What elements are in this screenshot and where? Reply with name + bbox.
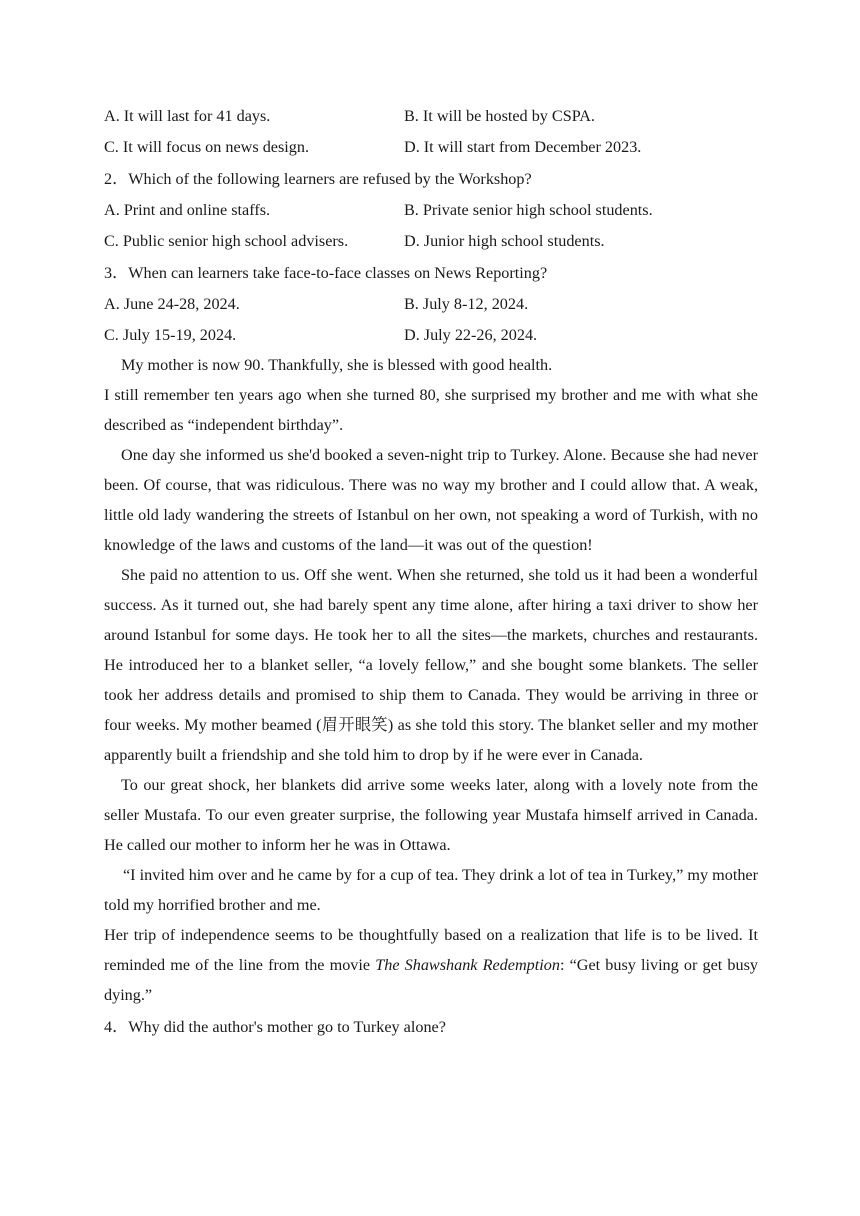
question-2-stem: 2．Which of the following learners are refused by the Workshop? [104,170,532,188]
passage-paragraph-3: One day she informed us she'd booked a seven-night trip to Turkey. Alone. Because she had never been. Of course, that was ridiculous. There was no way my brother and I could allow that. A weak, little old lady wandering the streets of Istanbul on her own, not speaking a word of Turkish, with no knowledge of the laws and customs of the land—it was out of the question! [104,446,758,554]
question-3-option-c: C. July 15-19, 2024. [104,326,237,344]
passage-paragraph-7-text-before: Her trip of independence seems to be thoughtfully based on a realization that life is to be lived. It reminded me of the line from the movie [104,926,758,974]
question-2-option-a: A. Print and online staffs. [104,201,271,219]
question-1-options-ab [104,101,758,131]
question-3-option-d: D. July 22-26, 2024. [404,326,538,344]
question-1-option-c: C. It will focus on news design. [104,138,310,156]
question-1-option-b: B. It will be hosted by CSPA. [404,107,595,125]
question-3-option-a: A. June 24-28, 2024. [104,295,240,313]
movie-title: The Shawshank Redemption [375,956,560,974]
question-2-options-ab [104,195,758,225]
question-3-options-ab [104,289,758,319]
question-1-option-a: A. It will last for 41 days. [104,107,271,125]
passage-paragraph-7-text-after: : “Get busy living or get busy dying.” [104,956,758,1004]
question-1-options-cd [104,132,758,162]
page-content [104,100,758,1042]
question-2-option-b: B. Private senior high school students. [404,201,653,219]
question-1-option-d: D. It will start from December 2023. [404,138,642,156]
question-4-stem: 4．Why did the author's mother go to Turkey alone? [104,1018,446,1036]
passage-paragraph-7 [104,920,758,1010]
passage-paragraph-1: My mother is now 90. Thankfully, she is blessed with good health. [121,356,553,374]
passage-paragraph-5: To our great shock, her blankets did arrive some weeks later, along with a lovely note from the seller Mustafa. To our even greater surprise, the following year Mustafa himself arrived in Canada. He called our mother to inform her he was in Ottawa. [104,776,758,854]
question-2-option-d: D. Junior high school students. [404,232,605,250]
question-3-option-b: B. July 8-12, 2024. [404,295,529,313]
question-3-options-cd [104,320,758,350]
passage-paragraph-6: “I invited him over and he came by for a cup of tea. They drink a lot of tea in Turkey,” my mother told my horrified brother and me. [104,866,758,914]
question-2-option-c: C. Public senior high school advisers. [104,232,349,250]
passage-paragraph-4: She paid no attention to us. Off she went. When she returned, she told us it had been a wonderful success. As it turned out, she had barely spent any time alone, after hiring a taxi driver to show her around Istanbul for some days. He took her to all the sites—the markets, churches and restaurants. He introduced her to a blanket seller, “a lovely fellow,” and she bought some blankets. The seller took her address details and promised to ship them to Canada. They would be arriving in three or four weeks. My mother beamed (眉开眼笑) as she told this story. The blanket seller and my mother apparently built a friendship and she told him to drop by if he were ever in Canada. [104,566,758,764]
question-3-stem: 3．When can learners take face-to-face classes on News Reporting? [104,264,548,282]
passage-paragraph-2: I still remember ten years ago when she turned 80, she surprised my brother and me with what she described as “independent birthday”. [104,386,758,434]
question-2-options-cd [104,226,758,256]
